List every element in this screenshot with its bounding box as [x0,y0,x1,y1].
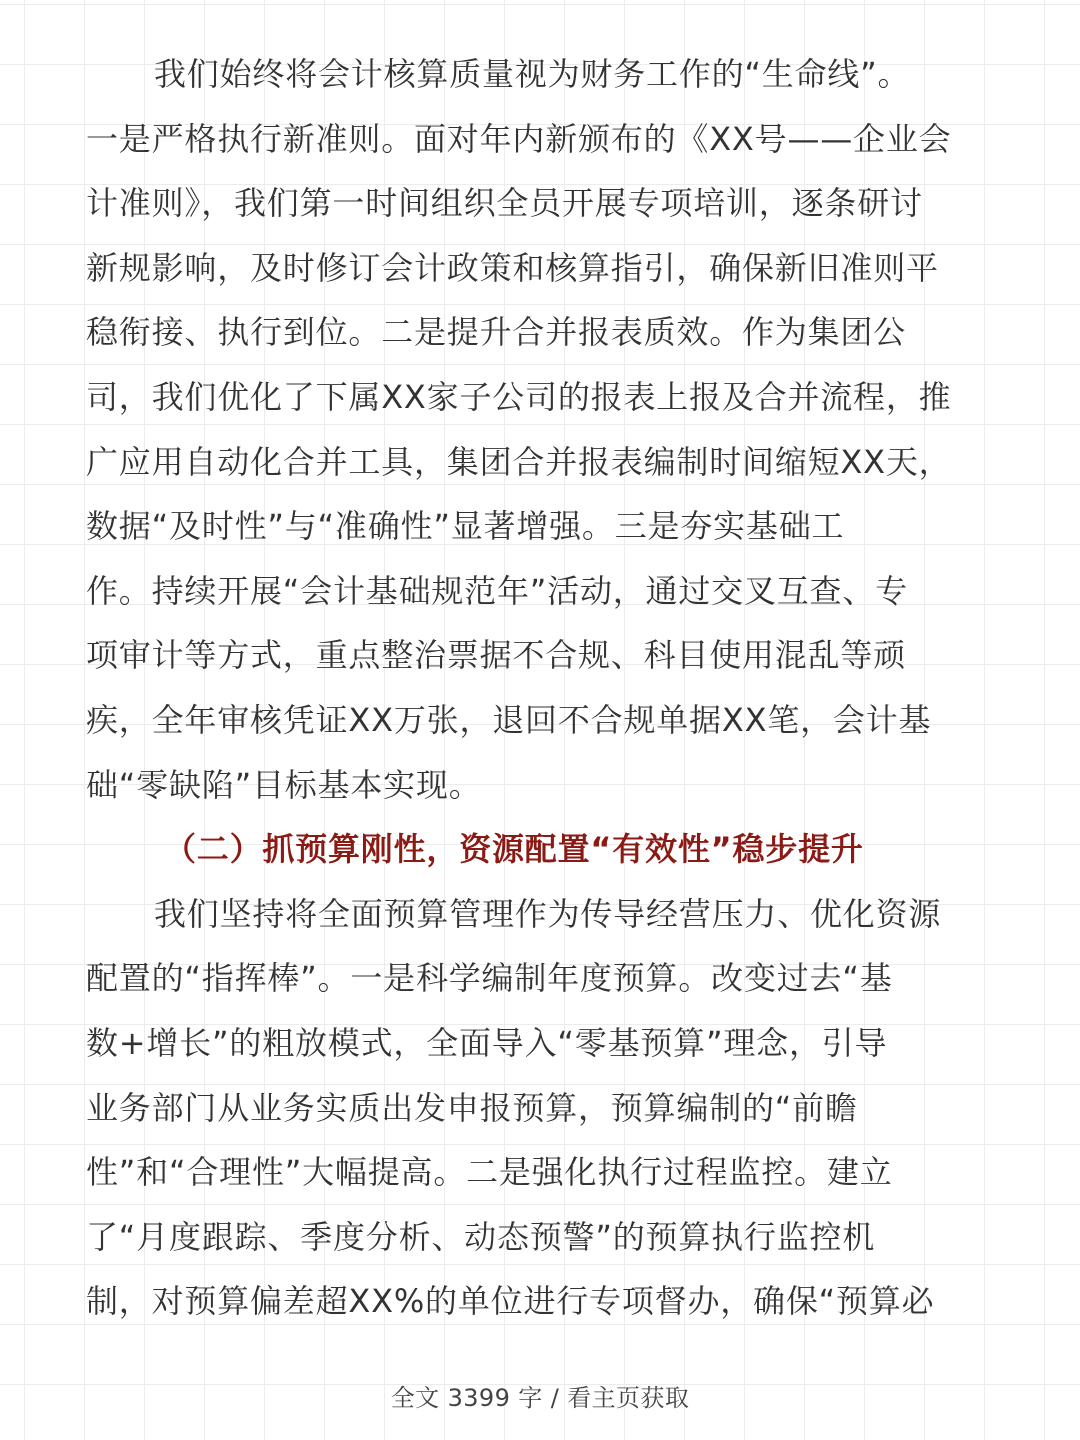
text-line: 性”和“合理性”大幅提高。二是强化执行过程监控。建立 [86,1153,893,1192]
text-line: 一是严格执行新准则。面对年内新颁布的《XX号——企业会 [86,119,952,158]
text-line: 配置的“指挥棒”。一是科学编制年度预算。改变过去“基 [86,959,893,998]
text-line: 数据“及时性”与“准确性”显著增强。三是夯实基础工 [86,507,845,546]
text-line: 广应用自动化合并工具，集团合并报表编制时间缩短XX天， [86,442,952,481]
text-line: 作。持续开展“会计基础规范年”活动，通过交叉互查、专 [86,571,908,610]
text-line: 我们始终将会计核算质量视为财务工作的“生命线”。 [154,55,911,93]
text-line: 计准则》，我们第一时间组织全员开展专项培训，逐条研讨 [86,184,923,223]
paragraph-accounting-quality [86,42,996,817]
text-line: 数+增长”的粗放模式，全面导入“零基预算”理念，引导 [86,1023,888,1062]
section-heading: （二）抓预算刚性，资源配置“有效性”稳步提升 [164,830,864,869]
text-line: 础“零缺陷”目标基本实现。 [86,765,482,804]
text-line: 司，我们优化了下属XX家子公司的报表上报及合并流程，推 [86,377,952,416]
text-line: 制，对预算偏差超XX%的单位进行专项督办，确保“预算必 [86,1282,935,1321]
text-line: 我们坚持将全面预算管理作为传导经营压力、优化资源 [154,894,942,933]
text-line: 疾，全年审核凭证XX万张，退回不合规单据XX笔，会计基 [86,700,932,739]
text-line: 项审计等方式，重点整治票据不合规、科目使用混乱等顽 [86,636,907,675]
text-line: 新规影响，及时修订会计政策和核算指引，确保新旧准则平 [86,248,939,287]
word-count-footer: 全文 3399 字 / 看主页获取 [390,1384,690,1412]
text-line: 业务部门从业务实质出发申报预算，预算编制的“前瞻 [86,1088,858,1127]
text-line: 稳衔接、执行到位。二是提升合并报表质效。作为集团公 [86,313,907,352]
paragraph-budget [86,882,996,1334]
document-body [86,42,996,1334]
text-line: 了“月度跟踪、季度分析、动态预警”的预算执行监控机 [86,1217,876,1256]
